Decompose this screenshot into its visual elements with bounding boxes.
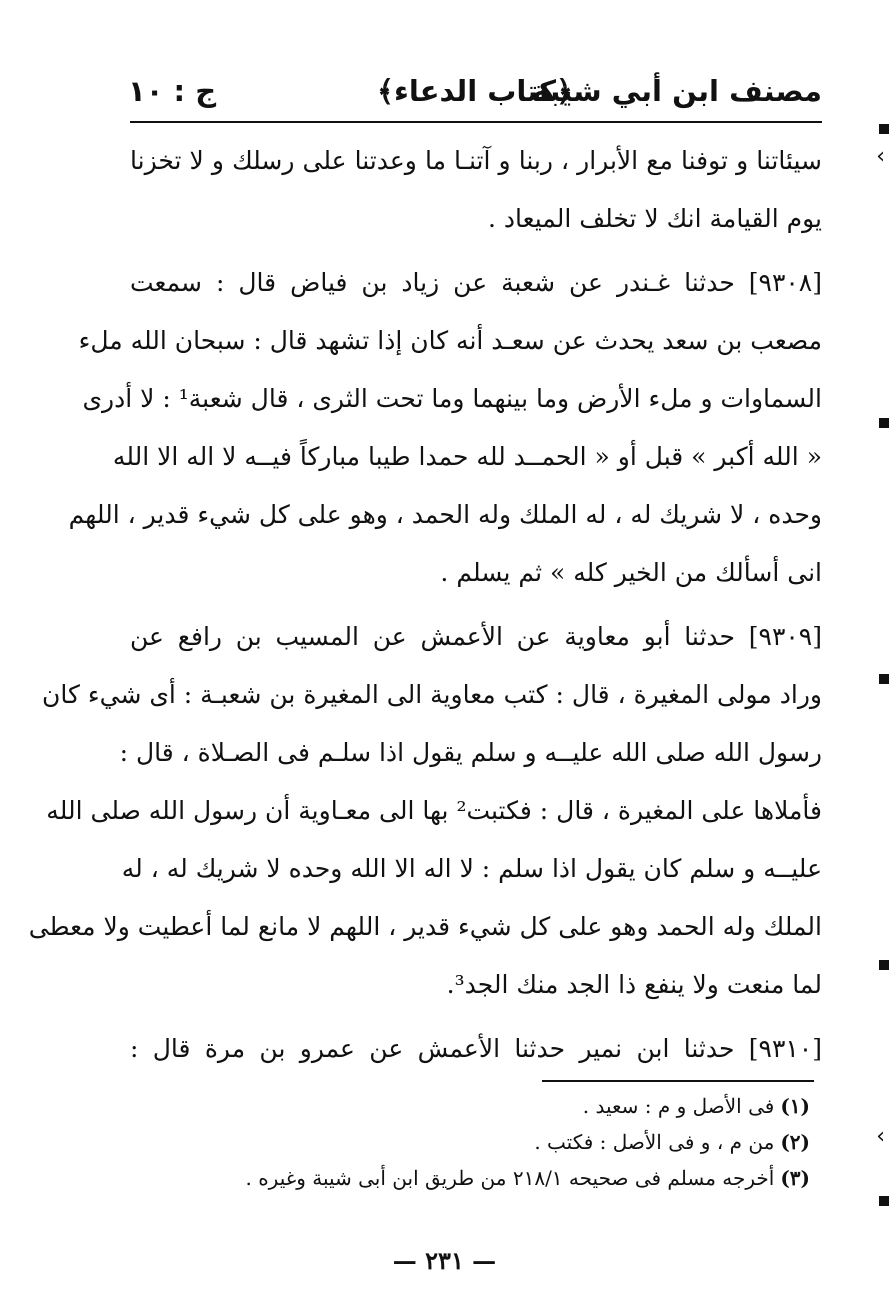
footnote-2 — [130, 1124, 810, 1160]
hadith-9309-line: [٩٣٠٩] حدثنا أبو معاوية عن الأعمش عن المسيب بن رافع عن — [130, 622, 822, 651]
footnote-3 — [130, 1160, 810, 1196]
volume-number: ج : ١٠ — [128, 74, 217, 108]
footnote-number: (٢) — [780, 1130, 810, 1154]
footnote-text: فى الأصل و م : سعيد . — [582, 1094, 775, 1118]
page-number: — ٢٣١ — — [392, 1246, 497, 1275]
footnote-number: (٣) — [780, 1166, 810, 1190]
book-title: مصنف ابن أبي شيبة — [531, 74, 822, 108]
scan-edge-mark — [879, 418, 889, 428]
text-line: سيئاتنا و توفنا مع الأبرار ، ربنا و آتنـا ما وعدتنا على رسلك و لا تخزنا — [130, 146, 822, 175]
text-line: لما منعت ولا ينفع ذا الجد منك الجد³. — [446, 970, 822, 999]
hadith-9310-line: [٩٣١٠] حدثنا ابن نمير حدثنا الأعمش عن عمرو بن مرة قال : — [130, 1034, 822, 1063]
footnote-rule — [542, 1080, 814, 1082]
footnote-1 — [130, 1088, 810, 1124]
scan-edge-mark — [879, 960, 889, 970]
footnotes — [130, 1088, 810, 1196]
footnote-text: أخرجه مسلم فى صحيحه ٢١٨/١ من طريق ابن أبى شيبة وغيره . — [245, 1166, 775, 1190]
text-line: مصعب بن سعد يحدث عن سعـد أنه كان إذا تشهد قال : سبحان الله ملء — [78, 326, 822, 355]
header-rule — [130, 121, 822, 123]
text-line: رسول الله صلى الله عليــه و سلم يقول اذا سلـم فى الصـلاة ، قال : — [119, 738, 822, 767]
main-text — [28, 132, 822, 1078]
text-line: السماوات و ملء الأرض وما بينهما وما تحت الثرى ، قال شعبة¹ : لا أدرى — [82, 384, 822, 413]
scan-edge-mark — [879, 1196, 889, 1206]
text-line: يوم القيامة انك لا تخلف الميعاد . — [488, 204, 822, 233]
scan-edge-tick: ‹ — [876, 144, 885, 169]
text-line: الملك وله الحمد وهو على كل شيء قدير ، اللهم لا مانع لما أعطيت ولا معطى — [28, 912, 822, 941]
text-line: وحده ، لا شريك له ، له الملك وله الحمد ، وهو على كل شيء قدير ، اللهم — [68, 500, 822, 529]
footnote-text: من م ، و فى الأصل : فكتب . — [534, 1130, 775, 1154]
scan-edge-mark — [879, 674, 889, 684]
chapter-title: ﴿كتاب الدعاء﴾ — [377, 74, 573, 108]
scan-edge-mark — [879, 124, 889, 134]
text-line: عليــه و سلم كان يقول اذا سلم : لا اله الا الله وحده لا شريك له ، له — [121, 854, 822, 883]
text-line: فأملاها على المغيرة ، قال : فكتبت² بها الى معـاوية أن رسول الله صلى الله — [46, 796, 822, 825]
text-line: وراد مولى المغيرة ، قال : كتب معاوية الى المغيرة بن شعبـة : أى شيء كان — [42, 680, 822, 709]
scan-edge-tick: ‹ — [876, 1124, 885, 1149]
text-line: « الله أكبر » قبل أو « الحمــد لله حمدا طيبا مباركاً فيــه لا اله الا الله — [112, 442, 822, 471]
text-line: انى أسألك من الخير كله » ثم يسلم . — [440, 558, 822, 587]
running-header — [128, 66, 822, 122]
hadith-9308-line: [٩٣٠٨] حدثنا غـندر عن شعبة عن زياد بن فياض قال : سمعت — [130, 268, 822, 297]
footnote-number: (١) — [780, 1094, 810, 1118]
